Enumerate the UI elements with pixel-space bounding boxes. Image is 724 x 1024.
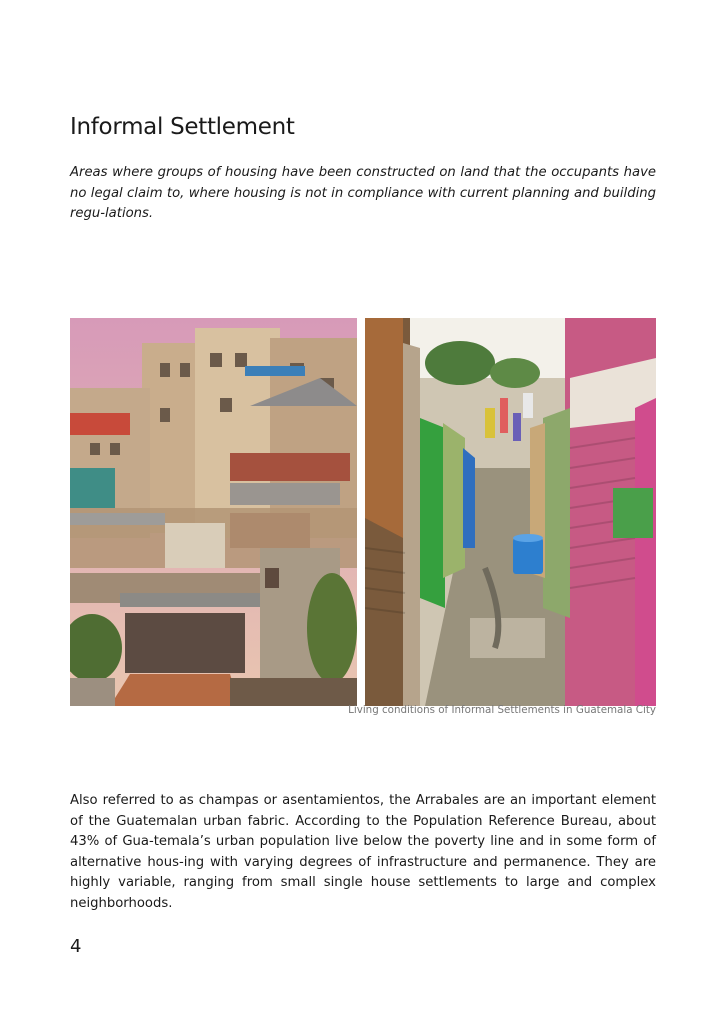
photo-caption: Living conditions of Informal Settlements in Guatemala City (348, 704, 656, 716)
hillside-settlement-photo (70, 318, 357, 706)
alley-settlement-photo (365, 318, 656, 706)
page-number: 4 (70, 936, 82, 957)
page-title: Informal Settlement (70, 114, 295, 140)
body-paragraph: Also referred to as champas or asentamientos, the Arrabales are an important element of the Guatemalan urban fabric. According to the Population Reference Bureau, about 43% of Gua-temala’s urban population live below the poverty line and in some form of alternative hous-ing with varying degrees of infrastructure and permanence. They are highly variable, ranging from small single house settlements to large and complex neighborhoods. (70, 793, 656, 911)
definition-text: Areas where groups of housing have been constructed on land that the occupants have no legal claim to, where housing is not in compliance with current planning and building regu-lations. (70, 165, 656, 221)
